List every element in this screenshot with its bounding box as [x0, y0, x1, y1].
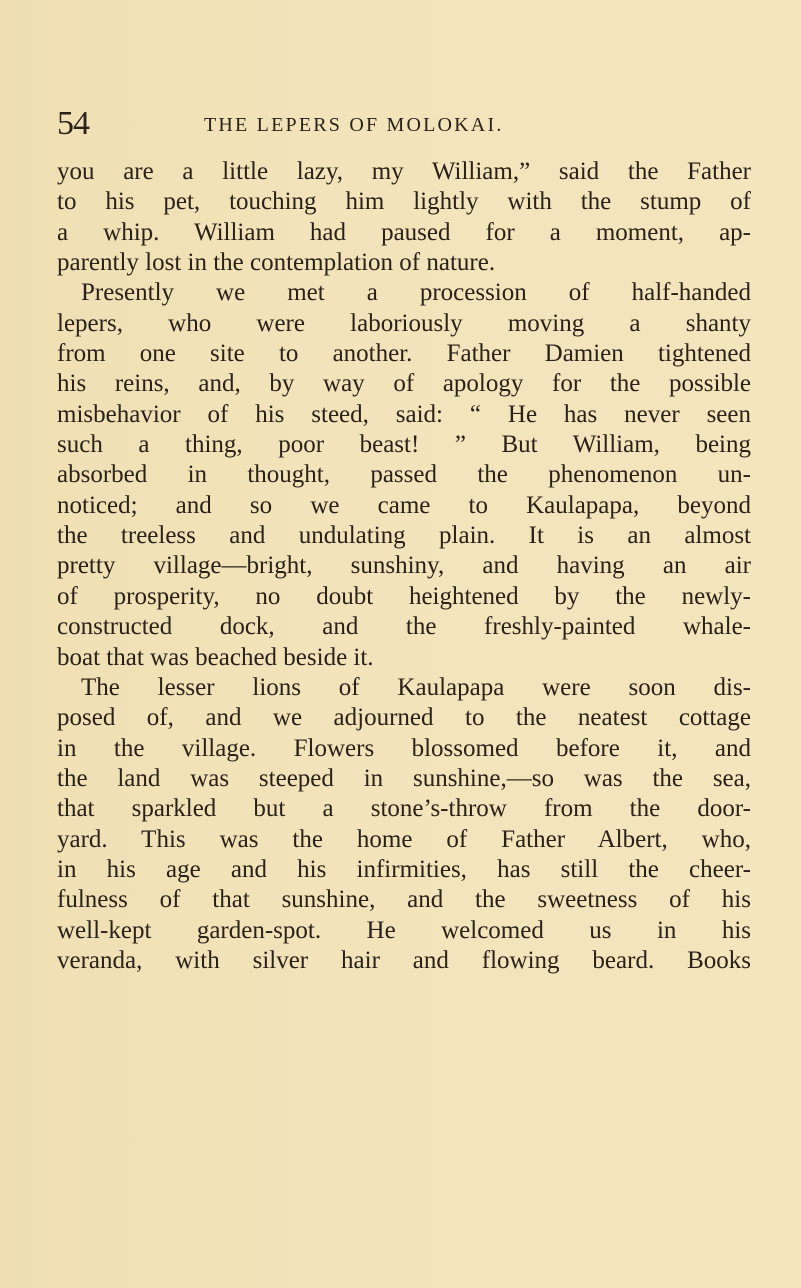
text-line: misbehavior of his steed, said: “ He has never seen [57, 400, 751, 428]
text-line: in his age and his infirmities, has still the cheer- [57, 855, 751, 883]
text-line: boat that was beached beside it. [57, 643, 374, 671]
text-line: constructed dock, and the freshly-painted whale- [57, 613, 751, 641]
text-line: such a thing, poor beast! ” But William, being [57, 431, 751, 459]
text-line: that sparkled but a stone’s-throw from the door- [57, 795, 751, 823]
running-title: THE LEPERS OF MOLOKAI. [204, 114, 504, 136]
text-line: to his pet, touching him lightly with the stump of [57, 188, 751, 216]
text-line: veranda, with silver hair and flowing beard. Books [57, 946, 751, 974]
page-number: 54 [57, 105, 89, 142]
text-line: from one site to another. Father Damien tightened [57, 340, 751, 368]
text-line: yard. This was the home of Father Albert, who, [57, 825, 751, 853]
text-line: posed of, and we adjourned to the neatest cottage [57, 704, 751, 732]
text-line: noticed; and so we came to Kaulapapa, beyond [57, 491, 751, 519]
text-line: of prosperity, no doubt heightened by the newly- [57, 582, 751, 610]
text-line: in the village. Flowers blossomed before it, and [57, 734, 751, 762]
text-line: absorbed in thought, passed the phenomenon un- [57, 461, 751, 489]
text-line: you are a little lazy, my William,” said the Father [57, 158, 751, 185]
text-line: The lesser lions of Kaulapapa were soon dis- [81, 673, 751, 701]
body-text [57, 157, 751, 976]
text-line: the treeless and undulating plain. It is an almost [57, 522, 751, 550]
text-line: lepers, who were laboriously moving a shanty [57, 309, 751, 337]
running-head [57, 104, 757, 144]
text-line: parently lost in the contemplation of nature. [57, 249, 496, 277]
text-line: pretty village—bright, sunshiny, and having an air [57, 552, 751, 580]
text-line: his reins, and, by way of apology for the possible [57, 370, 751, 398]
text-line: Presently we met a procession of half-handed [81, 279, 751, 307]
text-line: well-kept garden-spot. He welcomed us in his [57, 916, 751, 944]
text-line: the land was steeped in sunshine,—so was the sea, [57, 764, 751, 792]
text-line: a whip. William had paused for a moment, ap- [57, 218, 751, 246]
text-line: fulness of that sunshine, and the sweetness of his [57, 886, 751, 914]
